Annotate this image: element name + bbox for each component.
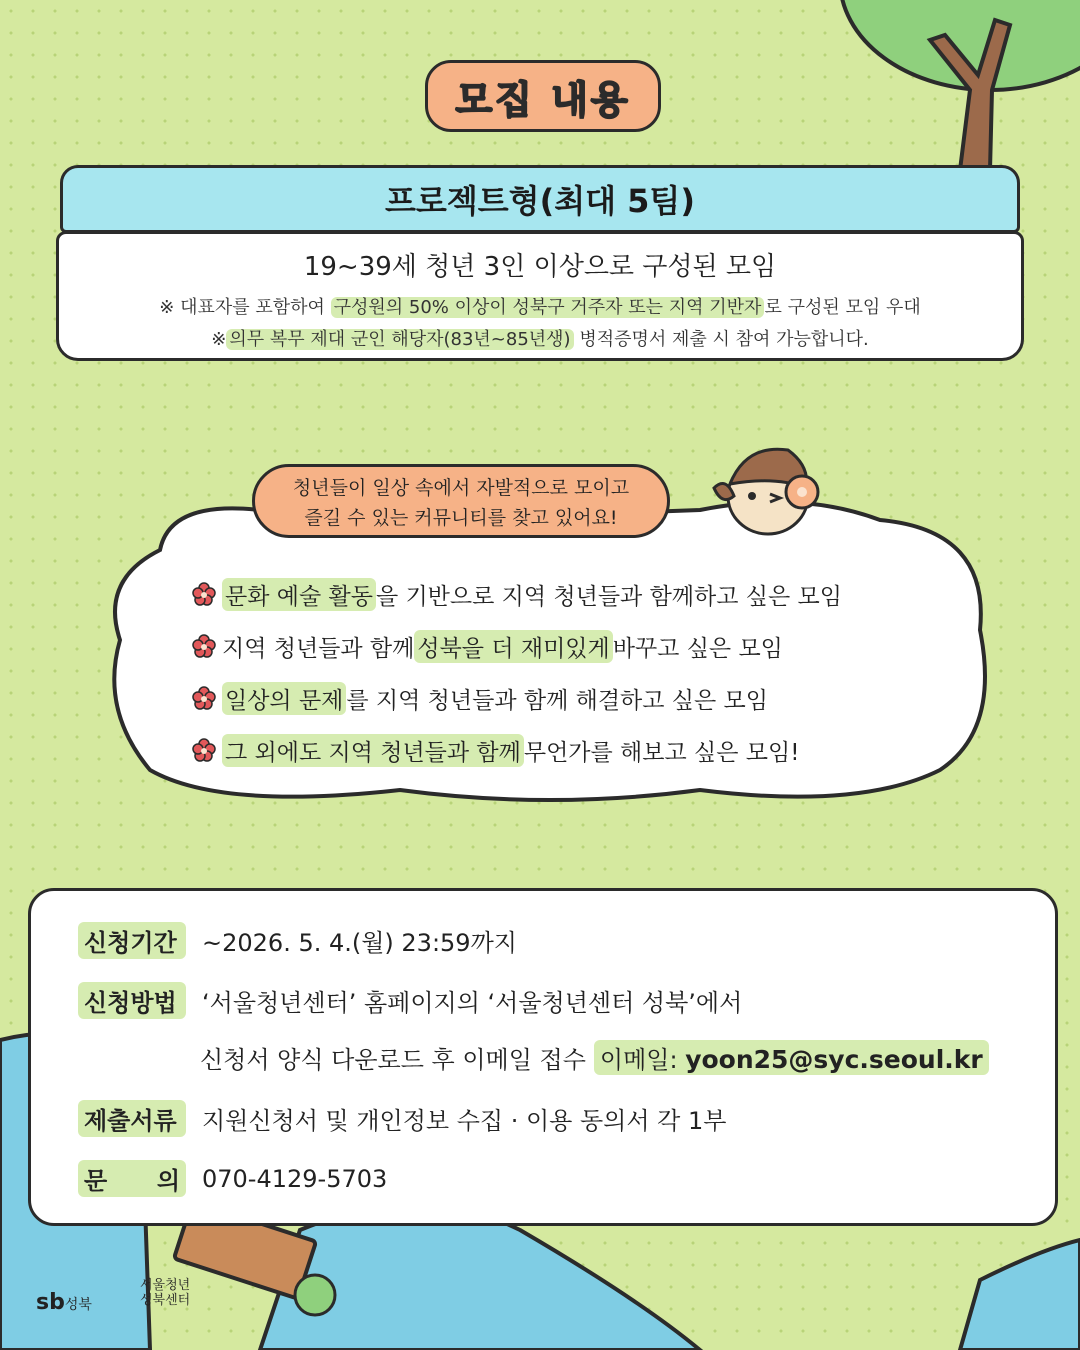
- contact-phone[interactable]: 070-4129-5703: [202, 1164, 388, 1193]
- method-row-2: [200, 1040, 989, 1075]
- item-highlight: 일상의 문제: [222, 682, 346, 715]
- flower-bullet-icon: [192, 634, 216, 658]
- military-highlight: 의무 복무 제대 군인 해당자(83년~85년생): [226, 329, 573, 350]
- sb-logo: sb성북: [36, 1290, 92, 1315]
- email-chip: [594, 1040, 989, 1075]
- project-card-body: [56, 231, 1024, 361]
- item-highlight: 문화 예술 활동: [222, 578, 376, 611]
- bird-mascot-icon: [706, 436, 836, 542]
- speech-line-1: 청년들이 일상 속에서 자발적으로 모이고: [292, 477, 630, 499]
- item-highlight: 그 외에도 지역 청년들과 함께: [222, 734, 524, 767]
- residency-highlight: 구성원의 50% 이상이 성북구 거주자 또는 지역 기반자: [331, 297, 765, 318]
- item-highlight: 성북을 더 재미있게: [414, 630, 612, 663]
- method-value: ‘서울청년센터’ 홈페이지의 ‘서울청년센터 성북’에서: [202, 989, 743, 1017]
- period-label: 신청기간: [78, 922, 186, 959]
- residency-note: ※ 대표자를 포함하여 구성원의 50% 이상이 성북구 거주자 또는 지역 기반자 로 구성된 모임 우대: [159, 297, 921, 318]
- speech-bubble: [252, 464, 670, 538]
- flower-bullet-icon: [192, 686, 216, 710]
- docs-value: 지원신청서 및 개인정보 수집 · 이용 동의서 각 1부: [202, 1107, 727, 1135]
- youth-center-logo: 서울청년 성북센터: [140, 1278, 191, 1308]
- method-label: 신청방법: [78, 982, 186, 1019]
- method-row: [78, 982, 742, 1019]
- section-title-pill: [425, 60, 661, 132]
- email-link[interactable]: yoon25@syc.seoul.kr: [685, 1045, 983, 1074]
- military-note: ※ 의무 복무 제대 군인 해당자(83년~85년생) 병적증명서 제출 시 참여 가능합니다.: [211, 329, 869, 350]
- period-row: [78, 922, 517, 959]
- contact-label: 문 의: [78, 1160, 186, 1197]
- flower-bullet-icon: [192, 582, 216, 606]
- eligibility-line: 19~39세 청년 3인 이상으로 구성된 모임: [303, 252, 777, 282]
- list-item: 일상의 문제 를 지역 청년들과 함께 해결하고 싶은 모임: [192, 672, 842, 724]
- section-title: 모집 내용: [455, 77, 631, 122]
- list-item: 그 외에도 지역 청년들과 함께 무언가를 해보고 싶은 모임!: [192, 724, 842, 776]
- list-item: 지역 청년들과 함께 성북을 더 재미있게 바꾸고 싶은 모임: [192, 620, 842, 672]
- speech-line-2: 즐길 수 있는 커뮤니티를 찾고 있어요!: [304, 507, 618, 529]
- docs-row: [78, 1100, 726, 1137]
- list-item: 문화 예술 활동 을 기반으로 지역 청년들과 함께하고 싶은 모임: [192, 568, 842, 620]
- flower-bullet-icon: [192, 738, 216, 762]
- email-label: 이메일:: [599, 1046, 678, 1074]
- target-group-list: [192, 568, 842, 776]
- period-value: ~2026. 5. 4.(월) 23:59까지: [202, 929, 517, 957]
- tree-illustration: [820, 0, 1080, 170]
- project-heading: 프로젝트형(최대 5팀): [385, 182, 695, 220]
- docs-label: 제출서류: [78, 1100, 186, 1137]
- contact-row: [78, 1160, 387, 1197]
- method-value-2: 신청서 양식 다운로드 후 이메일 접수: [200, 1046, 586, 1074]
- project-card-header: [60, 165, 1020, 233]
